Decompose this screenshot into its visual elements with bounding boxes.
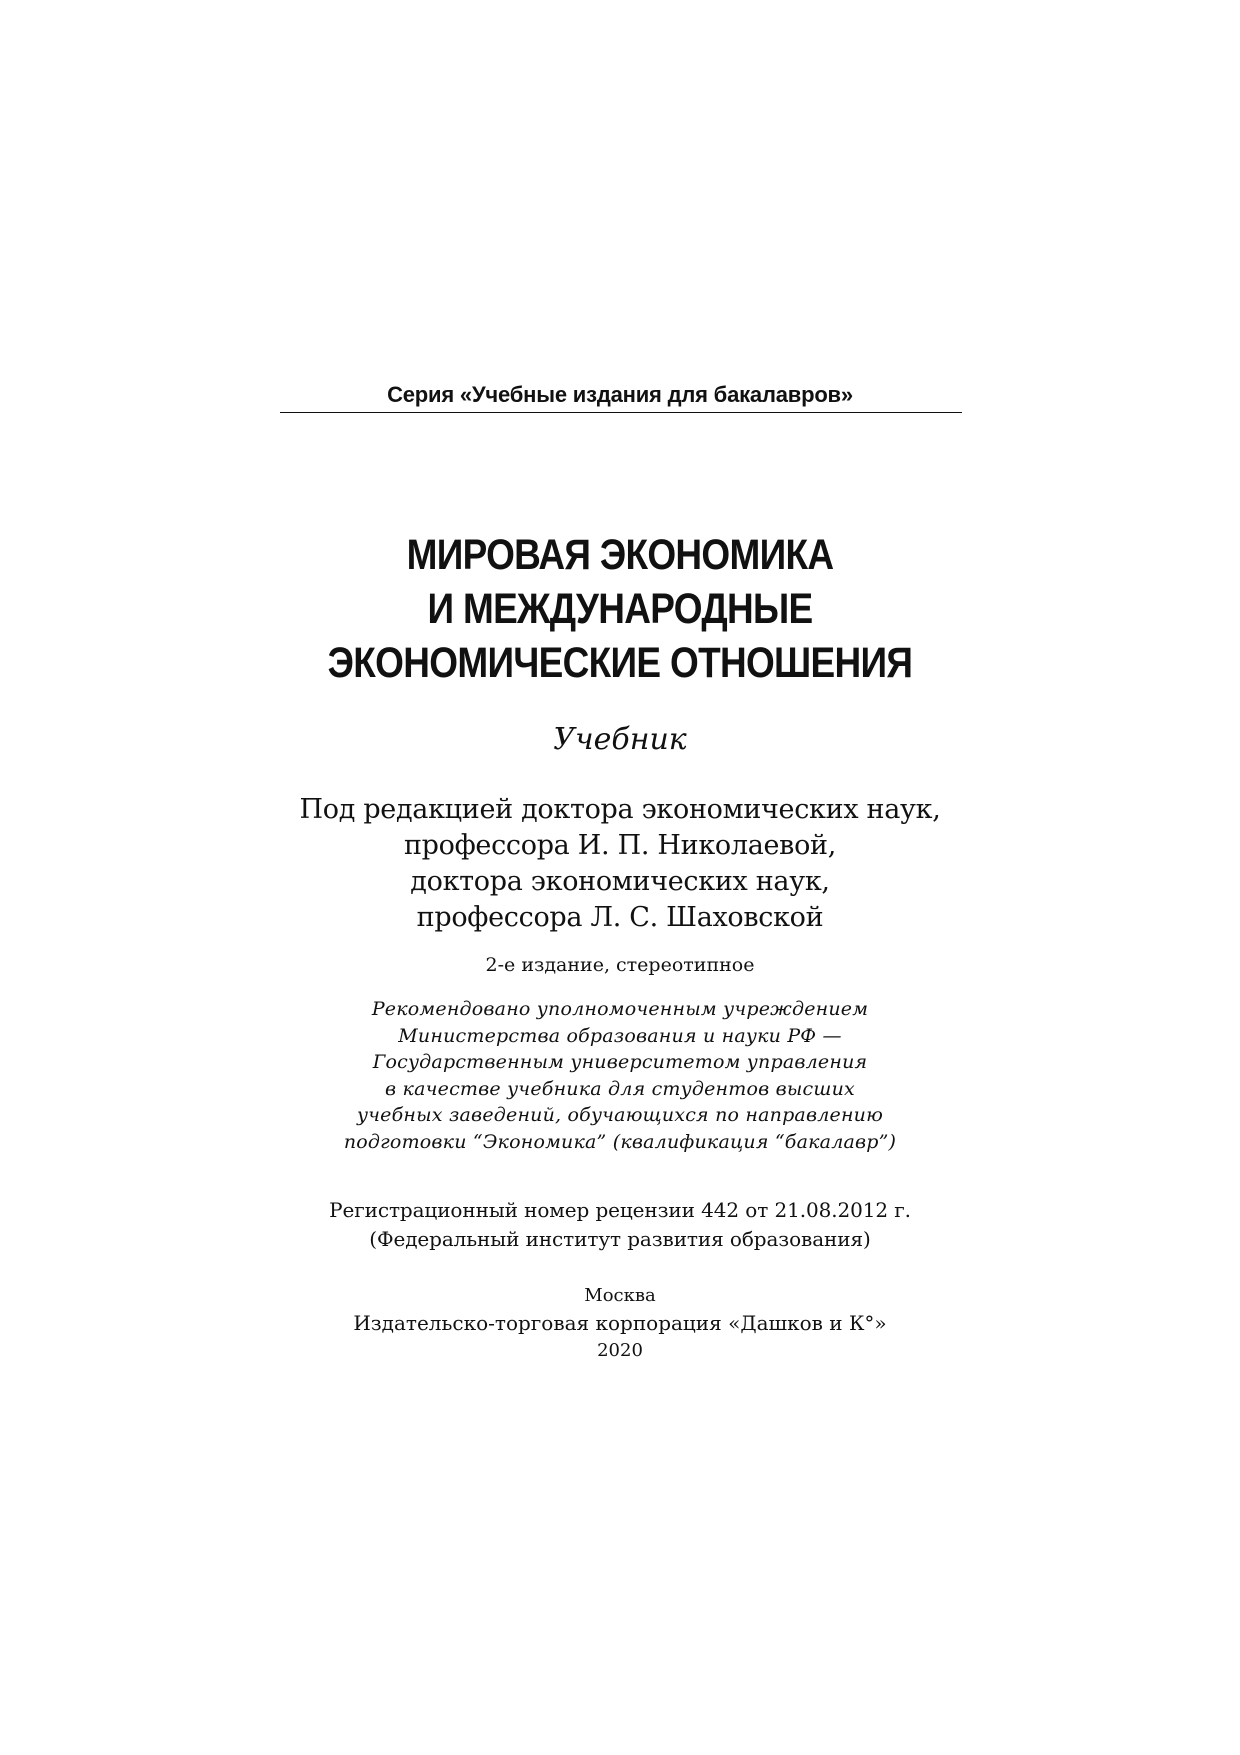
recommendation-line: в качестве учебника для студентов высших bbox=[385, 1077, 855, 1100]
book-title bbox=[276, 528, 964, 690]
series-divider bbox=[280, 412, 962, 413]
book-title-line: И МЕЖДУНАРОДНЫЕ bbox=[427, 585, 813, 633]
book-title-line: ЭКОНОМИЧЕСКИЕ ОТНОШЕНИЯ bbox=[327, 639, 913, 687]
editors-block bbox=[220, 792, 1020, 936]
book-subtitle: Учебник bbox=[553, 722, 687, 757]
imprint-city: Москва bbox=[584, 1285, 656, 1306]
registration-line: (Федеральный институт развития образования) bbox=[369, 1227, 871, 1251]
editors-line: профессора Л. С. Шаховской bbox=[416, 902, 824, 933]
editors-line: Под редакцией доктора экономических наук, bbox=[299, 794, 941, 825]
recommendation-line: Государственным университетом управления bbox=[372, 1051, 868, 1074]
recommendation-line: Рекомендовано уполномоченным учреждением bbox=[371, 998, 869, 1020]
registration-block bbox=[220, 1196, 1020, 1254]
recommendation-line: Министерства образования и науки РФ — bbox=[398, 1024, 842, 1047]
imprint-block bbox=[220, 1282, 1020, 1364]
registration-line: Регистрационный номер рецензии 442 от 21.08.2012 г. bbox=[329, 1198, 911, 1222]
imprint-year: 2020 bbox=[597, 1340, 643, 1361]
recommendation-line: учебных заведений, обучающихся по направлению bbox=[356, 1104, 884, 1127]
recommendation-line: подготовки “Экономика” (квалификация “бакалавр”) bbox=[343, 1130, 897, 1153]
imprint-publisher: Издательско-торговая корпорация «Дашков и К°» bbox=[353, 1311, 887, 1335]
editors-line: профессора И. П. Николаевой, bbox=[403, 830, 837, 861]
editors-line: доктора экономических наук, bbox=[410, 866, 830, 897]
book-title-line: МИРОВАЯ ЭКОНОМИКА bbox=[406, 531, 834, 579]
series-heading: Серия «Учебные издания для бакалавров» bbox=[387, 382, 853, 407]
recommendation-block bbox=[220, 996, 1020, 1156]
edition-note: 2-е издание, стереотипное bbox=[485, 954, 755, 976]
